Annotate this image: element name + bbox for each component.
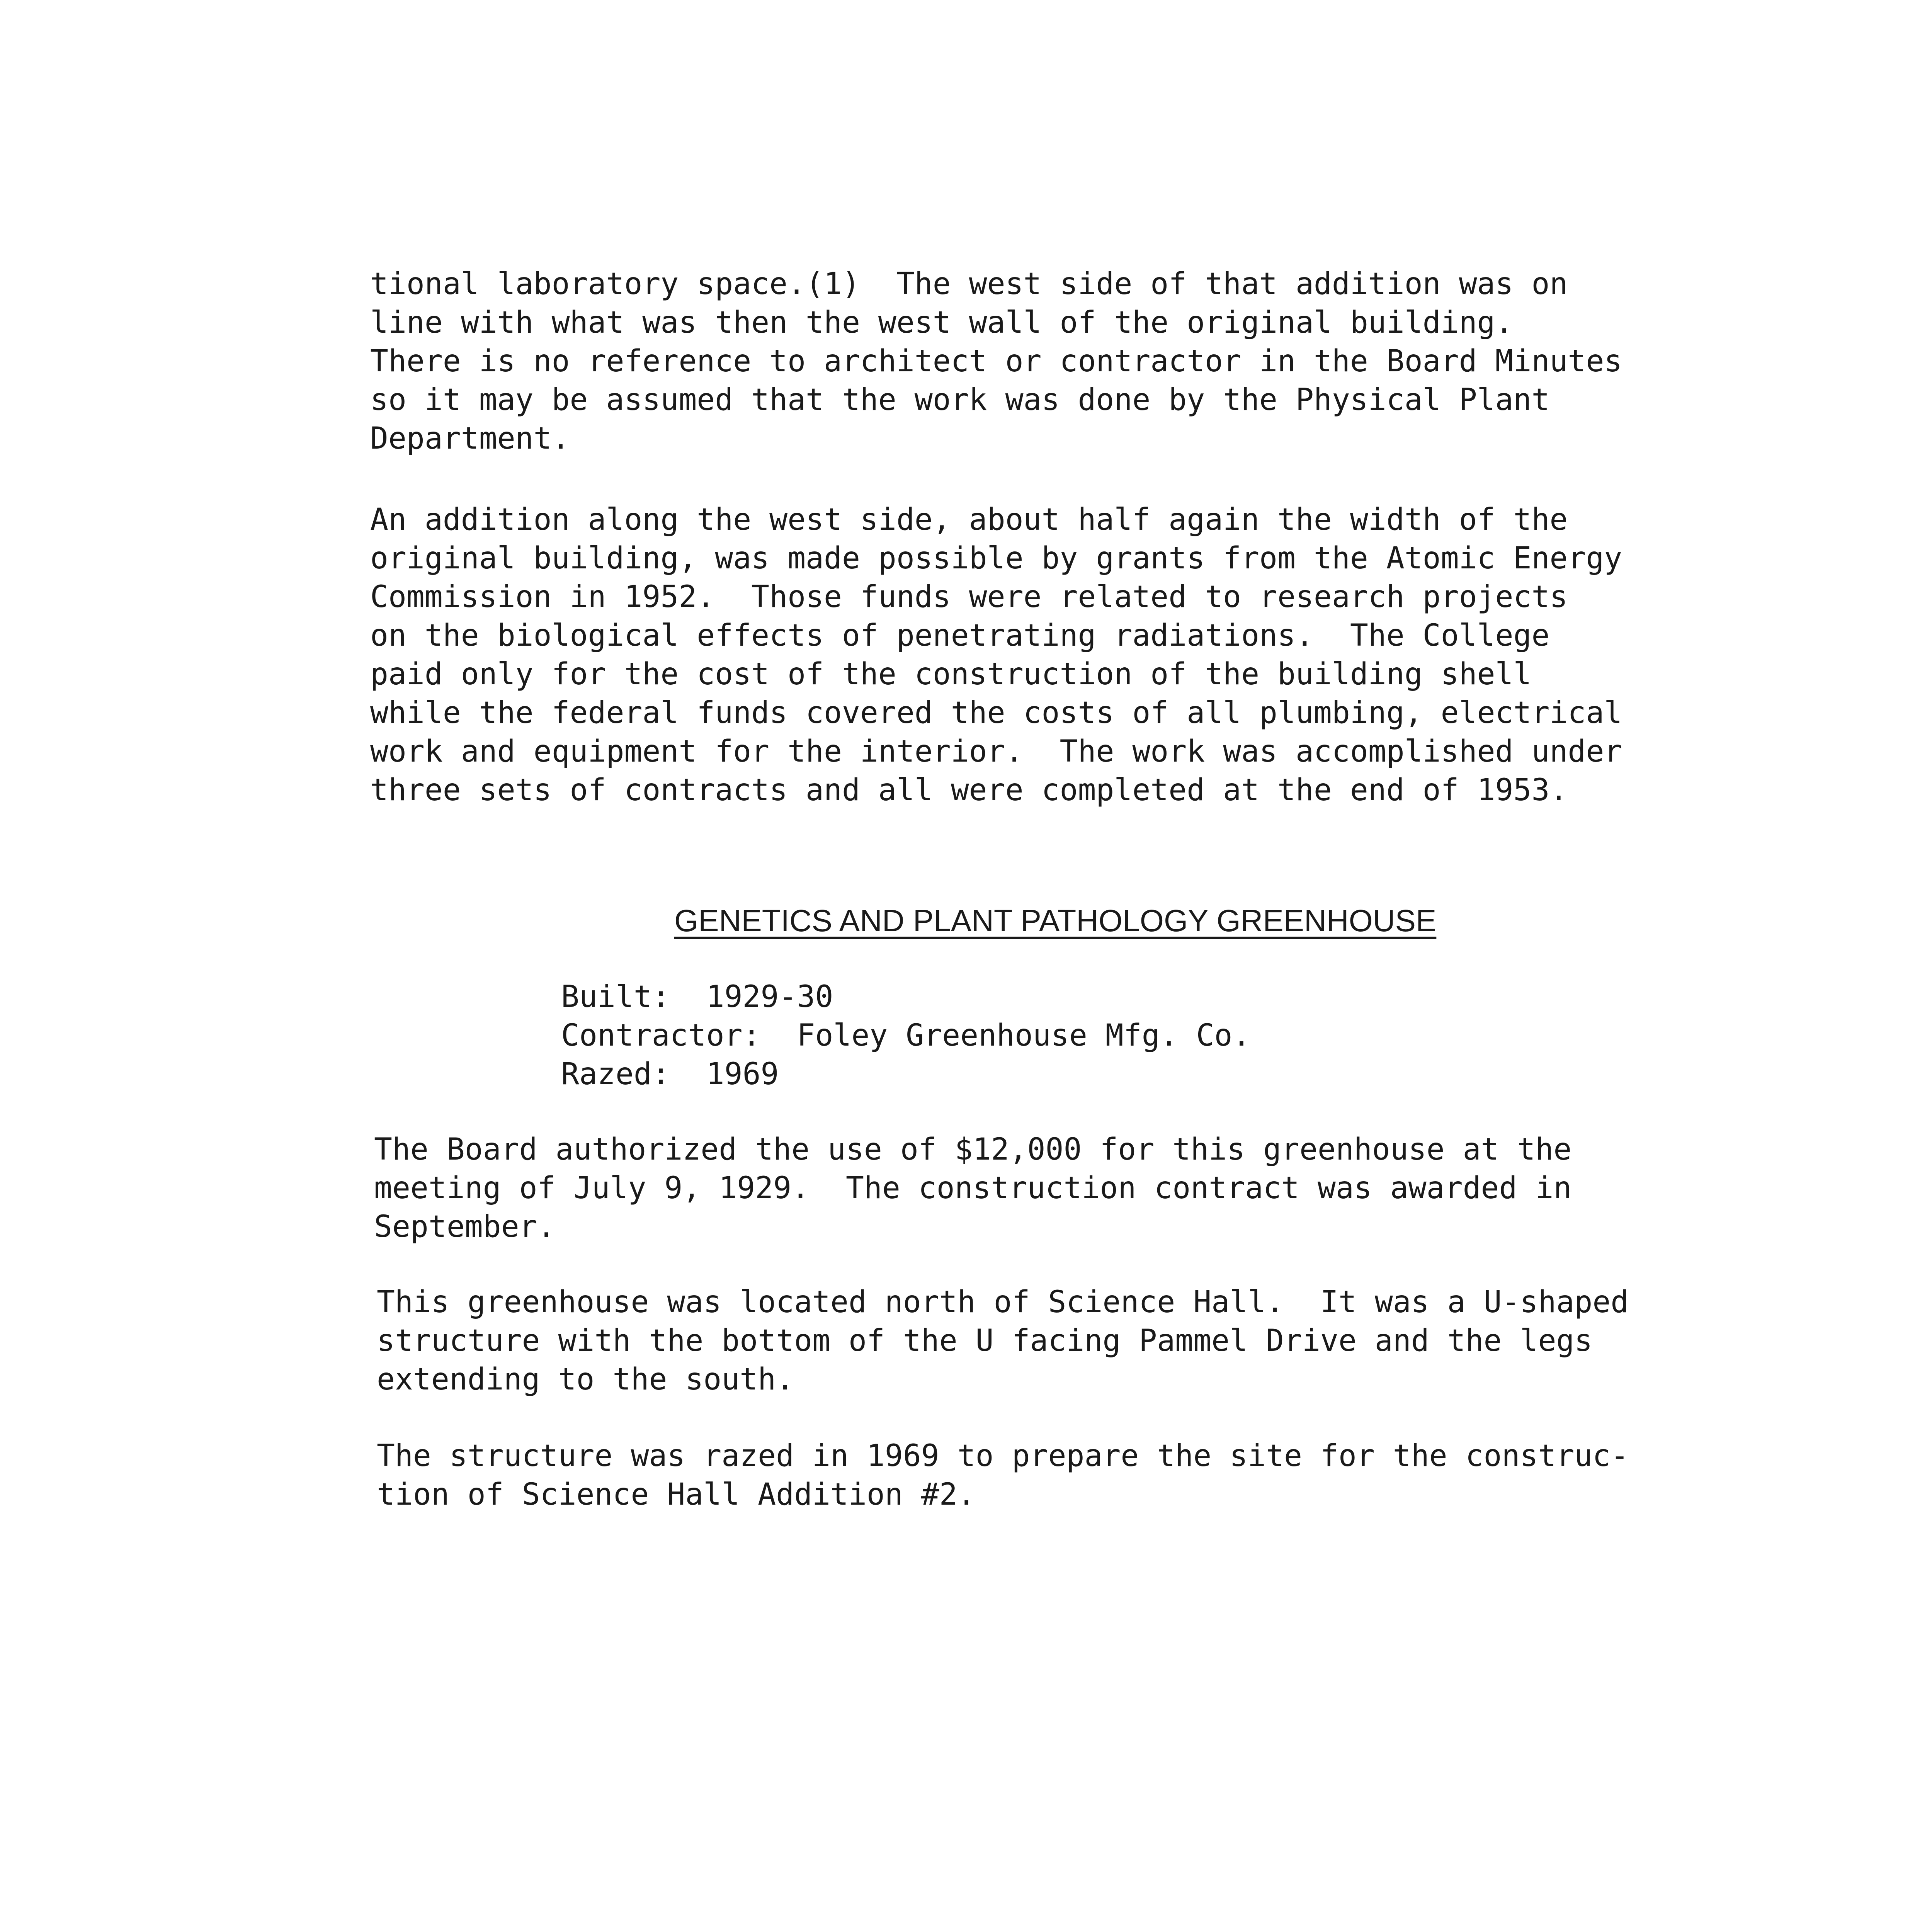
greenhouse-paragraph-location: This greenhouse was located north of Science Hall. It was a U-shaped structure with the bottom of the U facing Pammel Drive and the legs extending to the south. — [377, 1285, 1629, 1397]
greenhouse-paragraph-razed: The structure was razed in 1969 to prepare the site for the construc- tion of Science Hall Addition #2. — [377, 1439, 1629, 1512]
body-paragraph-west-addition: An addition along the west side, about half again the width of the original building, was made possible by grants from the Atomic Energy Commission in 1952. Those funds were related to research projects on the biological effects of penetrating radiations. The College paid only for the cost of the construction of the building shell while the federal funds covered the costs of all plumbing, electrical work and equipment for the interior. The work was accomplished under three sets of contracts and all were completed at the end of 1953. — [370, 502, 1622, 808]
greenhouse-paragraph-authorization: The Board authorized the use of $12,000 for this greenhouse at the meeting of July 9, 1929. The construction contract was awarded in September. — [374, 1132, 1572, 1244]
building-facts: Built: 1929-30 Contractor: Foley Greenhouse Mfg. Co. Razed: 1969 — [561, 980, 1251, 1092]
section-heading: GENETICS AND PLANT PATHOLOGY GREENHOUSE — [674, 903, 1437, 938]
body-paragraph-continuation: tional laboratory space.(1) The west side of that addition was on line with what was then the west wall of the original building. There is no reference to architect or contractor in the Board Minutes so it may be assumed that the work was done by the Physical Plant Department. — [370, 267, 1622, 456]
